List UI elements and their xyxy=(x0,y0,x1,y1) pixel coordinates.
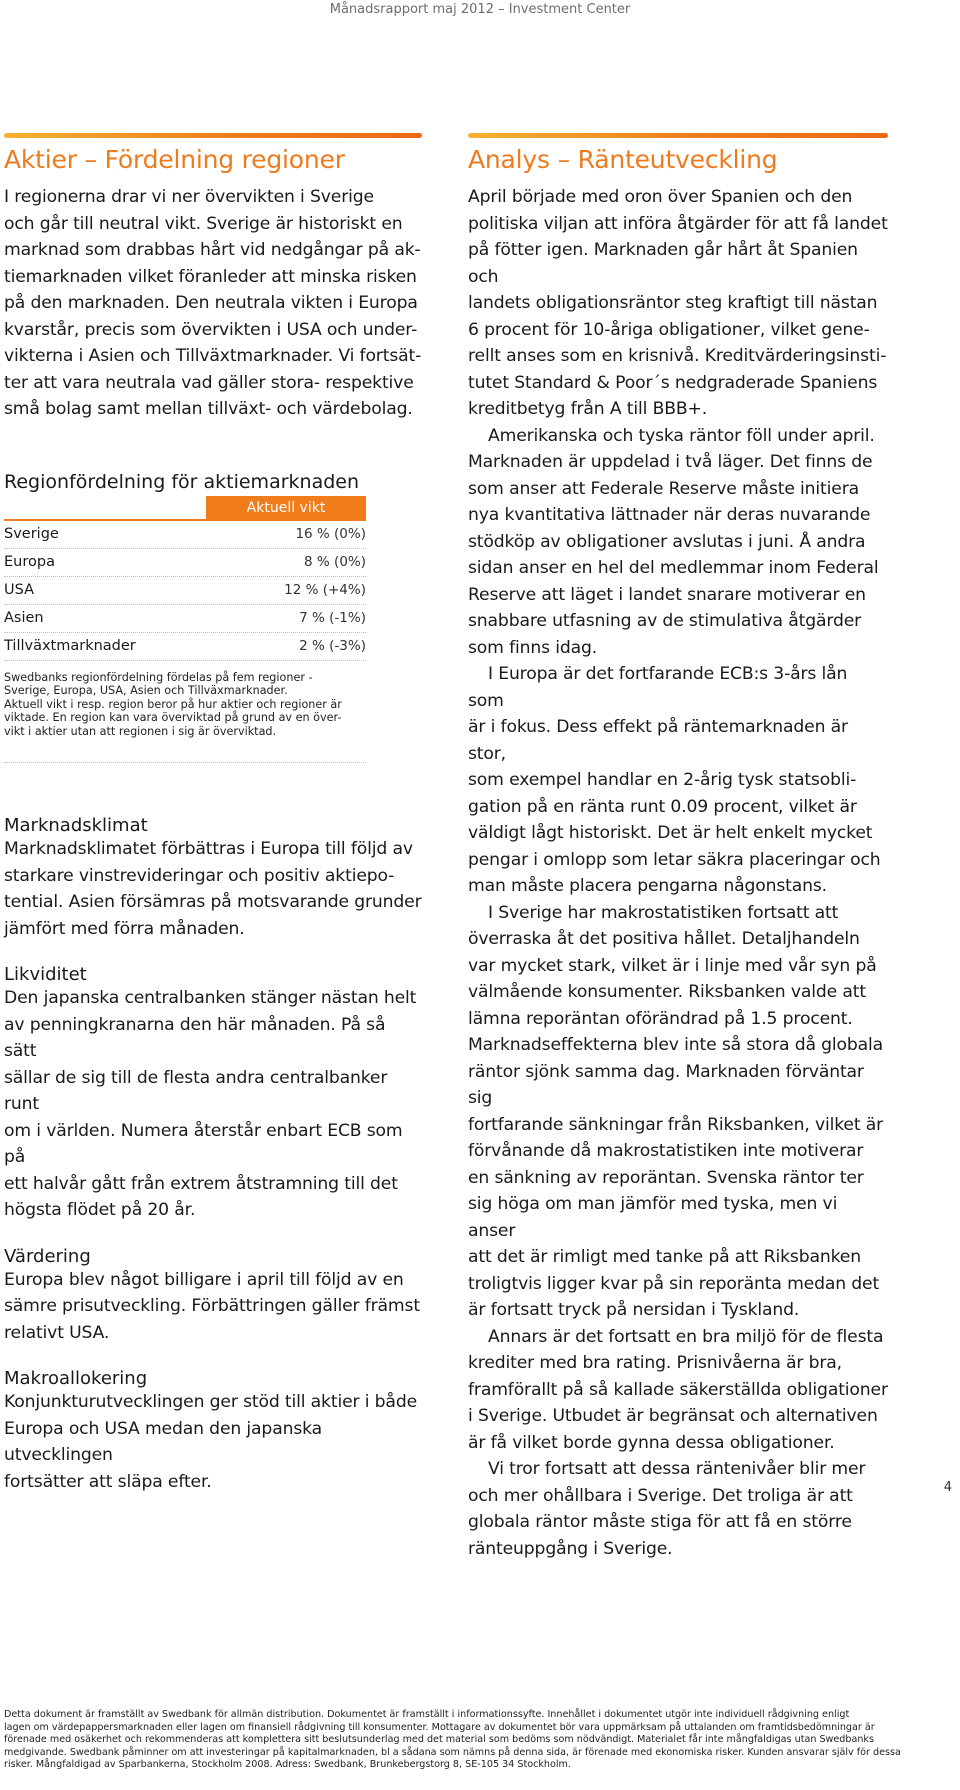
section-title-vardering: Värdering xyxy=(4,1245,91,1267)
table-row xyxy=(4,577,366,605)
table-note: Swedbanks regionfördelning fördelas på fem regioner - Sverige, Europa, USA, Asien och Tillväxmarknader. Aktuell vikt i resp. region beror på hur aktier och regioner är viktade. En region kan vara överviktad på grund av en över- vikt i aktier utan att regionen i sig är överviktad. xyxy=(4,670,342,738)
left-intro: I regionerna drar vi ner övervikten i Sverige och går till neutral vikt. Sverige är historiskt en marknad som drabbas hårt vid nedgångar på ak- tiemarknaden vilket föranleder att minska risken på den marknaden. Den neutrala vikten i Europa kvarstår, precis som övervikten i USA och under- vikterna i Asien och Tillväxtmarknader. Vi fortsät- ter att vara neutrala vad gäller stora- respektive små bolag samt mellan tillväxt- och värdebolag. xyxy=(4,187,422,419)
table-header xyxy=(4,496,366,521)
analysis-paragraph: Amerikanska och tyska räntor föll under april. Marknaden är uppdelad i två läger. Det finns de som anser att Federale Reserve måste initiera nya kvantitativa lättnader när deras nuvarande stödköp av obligationer avslutas i juni. Å andra sidan anser en hel del medlemmar inom Federal Reserve att läget i landet snarare motiverar en snabbare utfasning av de stimulativa åtgärder som finns idag. xyxy=(468,425,879,658)
table-row xyxy=(4,633,366,661)
page-number: 4 xyxy=(943,1480,952,1495)
table-divider xyxy=(4,762,366,763)
section-title-likviditet: Likviditet xyxy=(4,964,87,985)
heading-accent-bar xyxy=(4,133,422,138)
analysis-paragraph: Annars är det fortsatt en bra miljö för de flesta krediter med bra rating. Prisnivåerna är bra, framförallt på så kallade säkerställda obligationer i Sverige. Utbudet är begränsat och alternativen är få vilket borde gynna dessa obligationer. xyxy=(468,1326,888,1453)
left-heading: Aktier – Fördelning regioner xyxy=(4,145,345,174)
disclaimer-footer: Detta dokument är framställt av Swedbank för allmän distribution. Dokumentet är framställt i informationssyfte. Innehållet i dokumentet utgör inte individuell rådgivning enligt lagen om värdepappersmarknaden eller lagen om finansiell rådgivning till konsumenter. Mottagare av dokumentet bör vara uppmärksam på uttalanden om framtidsbedömningar är förenade med osäkerhet och rekommenderas att komplettera sitt beslutsunderlag med det material som bedöms som nödvändigt. Materialet får inte mångfaldigas utan Swedbanks medgivande. Swedbank påminner om att investeringar på kapitalmarknaden, bl a sådana som nämns på denna sida, är förenade med ekonomiska risker. Kunden ansvarar själv för dessa risker. Mångfaldigad av Sparbankerna, Stockholm 2008. Adress: Swedbank, Brunkebergstorg 8, SE-105 34 Stockholm. xyxy=(4,1709,901,1771)
section-body-marknadsklimat: Marknadsklimatet förbättras i Europa till följd av starkare vinstrevideringar och positiv aktiepo- tential. Asien försämras på motsvarande grunder jämfört med förra månaden. xyxy=(4,839,422,939)
region-name: Asien xyxy=(4,610,44,626)
region-table xyxy=(4,496,366,661)
region-value: 12 % (+4%) xyxy=(284,582,366,598)
heading-accent-bar xyxy=(468,133,888,138)
table-row xyxy=(4,605,366,633)
region-name: Europa xyxy=(4,554,55,570)
region-value: 8 % (0%) xyxy=(304,554,366,570)
region-name: USA xyxy=(4,582,35,598)
analysis-paragraph: Vi tror fortsatt att dessa räntenivåer blir mer och mer ohållbara i Sverige. Det troliga är att globala räntor måste stiga för att få en större ränteuppgång i Sverige. xyxy=(468,1459,866,1559)
table-title: Regionfördelning för aktiemarknaden xyxy=(4,470,359,493)
region-value: 16 % (0%) xyxy=(295,526,366,542)
region-value: 7 % (-1%) xyxy=(299,610,366,626)
section-title-makroallokering: Makroallokering xyxy=(4,1368,148,1389)
region-name: Sverige xyxy=(4,526,59,542)
analysis-paragraph: I Europa är det fortfarande ECB:s 3-års lån som är i fokus. Dess effekt på räntemarknaden är stor, som exempel handlar en 2-årig tysk statsobli- gation på en ränta runt 0.09 procent, vilket är väldigt lågt historiskt. Det är helt enkelt mycket pengar i omlopp som letar säkra placeringar och man måste placera pengarna någonstans. xyxy=(468,664,881,896)
table-row xyxy=(4,549,366,577)
region-value: 2 % (-3%) xyxy=(299,638,366,654)
analysis-paragraph: I Sverige har makrostatistiken fortsatt att överraska åt det positiva hållet. Detaljhandeln var mycket stark, vilket är i linje med vår syn på välmående konsumenter. Riksbanken valde att lämna reporäntan oförändrad på 1.5 procent. Marknadseffekterna blev inte så stora då globala räntor sjönk samma dag. Marknaden förväntar sig fortfarande sänkningar från Riksbanken, vilket är förvånande då makrostatistiken inte motiverar en sänkning av reporäntan. Svenska räntor ter sig höga om man jämför med tyska, men vi anser att det är rimligt med tanke på att Riksbanken troligtvis ligger kvar på sin reporänta medan det är fortsatt tryck på nersidan i Tyskland. xyxy=(468,902,884,1320)
region-name: Tillväxtmarknader xyxy=(4,638,136,654)
right-column xyxy=(468,133,888,1562)
analysis-paragraph: April började med oron över Spanien och den politiska viljan att införa åtgärder för att få landet på fötter igen. Marknaden går hårt åt Spanien och landets obligationsräntor steg kraftigt till nästan 6 procent för 10-åriga obligationer, vilket gene- rellt anses som en krisnivå. Kreditvärderingsinsti- tutet Standard & Poor´s nedgraderade Spaniens kreditbetyg från A till BBB+. xyxy=(468,187,888,419)
section-body-likviditet: Den japanska centralbanken stänger nästan helt av penningkranarna den här månaden. På så sätt sällar de sig till de flesta andra centralbanker runt om i världen. Numera återstår enbart ECB som på ett halvår gått från extrem åtstramning till det högsta flödet på 20 år. xyxy=(4,988,417,1220)
left-column xyxy=(4,133,422,1495)
table-column-header: Aktuell vikt xyxy=(206,496,366,521)
page-header: Månadsrapport maj 2012 – Investment Center xyxy=(329,2,631,17)
right-heading: Analys – Ränteutveckling xyxy=(468,145,778,174)
section-body-vardering: Europa blev något billigare i april till följd av en sämre prisutveckling. Förbättringen gäller främst relativt USA. xyxy=(4,1269,420,1343)
table-row xyxy=(4,521,366,549)
section-title-marknadsklimat: Marknadsklimat xyxy=(4,815,148,836)
section-body-makroallokering: Konjunkturutvecklingen ger stöd till aktier i både Europa och USA medan den japanska utvecklingen fortsätter att släpa efter. xyxy=(4,1392,417,1492)
